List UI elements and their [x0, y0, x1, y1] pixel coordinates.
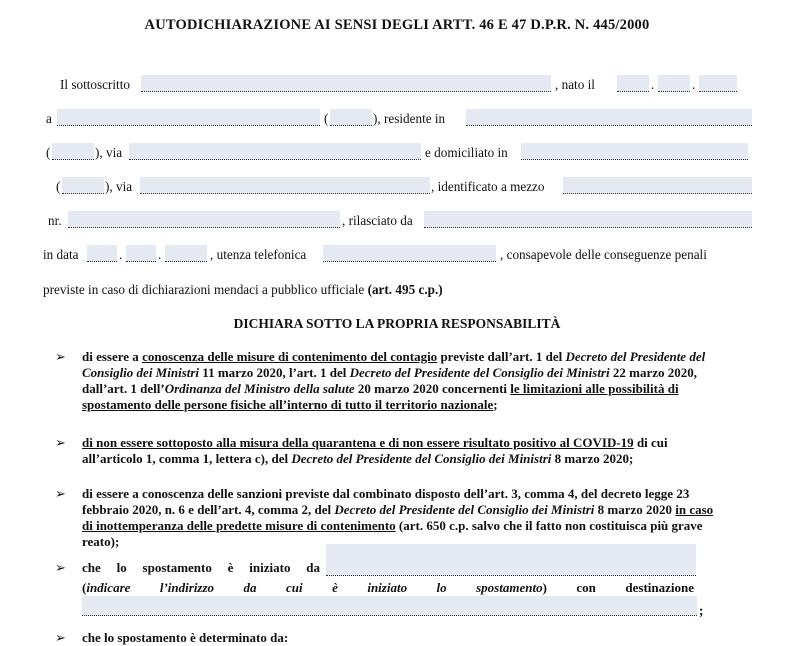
dot-sep: .	[651, 77, 655, 92]
nr-label: nr.	[48, 213, 62, 228]
declaration-item-5: che lo spostamento è determinato da:	[82, 630, 289, 645]
consapevole-label: , consapevole delle conseguenze penali	[500, 247, 707, 262]
residente-label: ), residente in	[373, 111, 446, 126]
document-number-field[interactable]	[68, 211, 340, 228]
rilasciato-label: , rilasciato da	[342, 213, 413, 228]
previste-line	[43, 282, 443, 298]
utenza-label: , utenza telefonica	[210, 247, 307, 262]
spostamento-label: che lo spostamento è iniziato da	[82, 560, 320, 575]
domicile-province-field[interactable]	[62, 177, 104, 194]
paren-open: (	[324, 111, 329, 126]
destination-field[interactable]	[82, 596, 697, 616]
art-495: (art. 495 c.p.)	[367, 282, 443, 297]
birth-day-field[interactable]	[617, 75, 649, 92]
birth-place-field[interactable]	[57, 109, 320, 126]
birth-year-field[interactable]	[699, 75, 737, 92]
paren-open: (	[56, 179, 61, 194]
birth-month-field[interactable]	[658, 75, 690, 92]
nato-label: , nato il	[555, 77, 595, 92]
domicile-street-field[interactable]	[140, 177, 430, 194]
paren-open: (	[46, 145, 51, 160]
residence-street-field[interactable]	[129, 143, 421, 160]
in-data-label: in data	[43, 247, 79, 262]
issue-year-field[interactable]	[165, 245, 207, 262]
bullet-arrow-icon: ➢	[55, 560, 66, 575]
a-label: a	[46, 111, 52, 126]
declaration-item-1: di essere a conoscenza delle misure di contenimento del contagio previste dall’art. 1 del Decreto del Presidente del Consiglio dei Ministri 11 marzo 2020, l’art. 1 del Decreto del Presidente del Consiglio dei Ministri 22 marzo 2020, dall’art. 1 dell’Ordinanza del Ministro della salute 20 marzo 2020 concernenti le limitazioni alle possibilità di spostamento delle persone fisiche all’interno di tutto il territorio nazionale;	[82, 349, 706, 412]
declaration-item-2: di non essere sottoposto alla misura della quarantena e di non essere risultato positivo al COVID-19 di cui all’articolo 1, comma 1, lettera c), del Decreto del Presidente del Consiglio dei Ministri 8 marzo 2020;	[82, 435, 668, 466]
issued-by-field[interactable]	[424, 211, 752, 228]
declaration-item-3: di essere a conoscenza delle sanzioni previste dal combinato disposto dell’art. 3, comma 4, del decreto legge 23 febbraio 2020, n. 6 e dell’art. 4, comma 2, del Decreto del Presidente del Consiglio dei Ministri 8 marzo 2020 in caso di inottemperanza delle predette misure di contenimento (art. 650 c.p. salvo che il fatto non costituisca più grave reato);	[82, 486, 714, 549]
dot-sep: .	[158, 247, 162, 262]
dot-sep: .	[692, 77, 696, 92]
issue-day-field[interactable]	[87, 245, 117, 262]
via-label: ), via	[95, 145, 123, 160]
identificato-label: , identificato a mezzo	[431, 179, 545, 194]
name-field[interactable]	[141, 75, 551, 92]
dot-sep: .	[119, 247, 123, 262]
bullet-arrow-icon: ➢	[55, 349, 66, 364]
bullet-arrow-icon: ➢	[55, 486, 66, 501]
id-document-field[interactable]	[563, 177, 752, 194]
sottoscritto-label: Il sottoscritto	[60, 77, 130, 92]
domiciliato-label: e domiciliato in	[425, 145, 508, 160]
via-label: ), via	[105, 179, 133, 194]
residence-field[interactable]	[466, 109, 752, 126]
birth-province-field[interactable]	[330, 109, 372, 126]
bullet-arrow-icon: ➢	[55, 630, 66, 645]
semicolon: ;	[699, 603, 704, 618]
start-address-field[interactable]	[326, 544, 696, 576]
domicile-field[interactable]	[521, 143, 748, 160]
previste-text: previste in caso di dichiarazioni mendaci a pubblico ufficiale	[43, 282, 365, 297]
residence-province-field[interactable]	[52, 143, 94, 160]
issue-month-field[interactable]	[126, 245, 156, 262]
dichiara-heading: DICHIARA SOTTO LA PROPRIA RESPONSABILITÀ	[233, 316, 561, 331]
indicare-line: (indicare l’indirizzo da cui è iniziato lo spostamento) con destinazione	[82, 580, 694, 595]
phone-field[interactable]	[323, 245, 496, 262]
bullet-arrow-icon: ➢	[55, 435, 66, 450]
document-title: AUTODICHIARAZIONE AI SENSI DEGLI ARTT. 46 E 47 D.P.R. N. 445/2000	[144, 17, 650, 33]
